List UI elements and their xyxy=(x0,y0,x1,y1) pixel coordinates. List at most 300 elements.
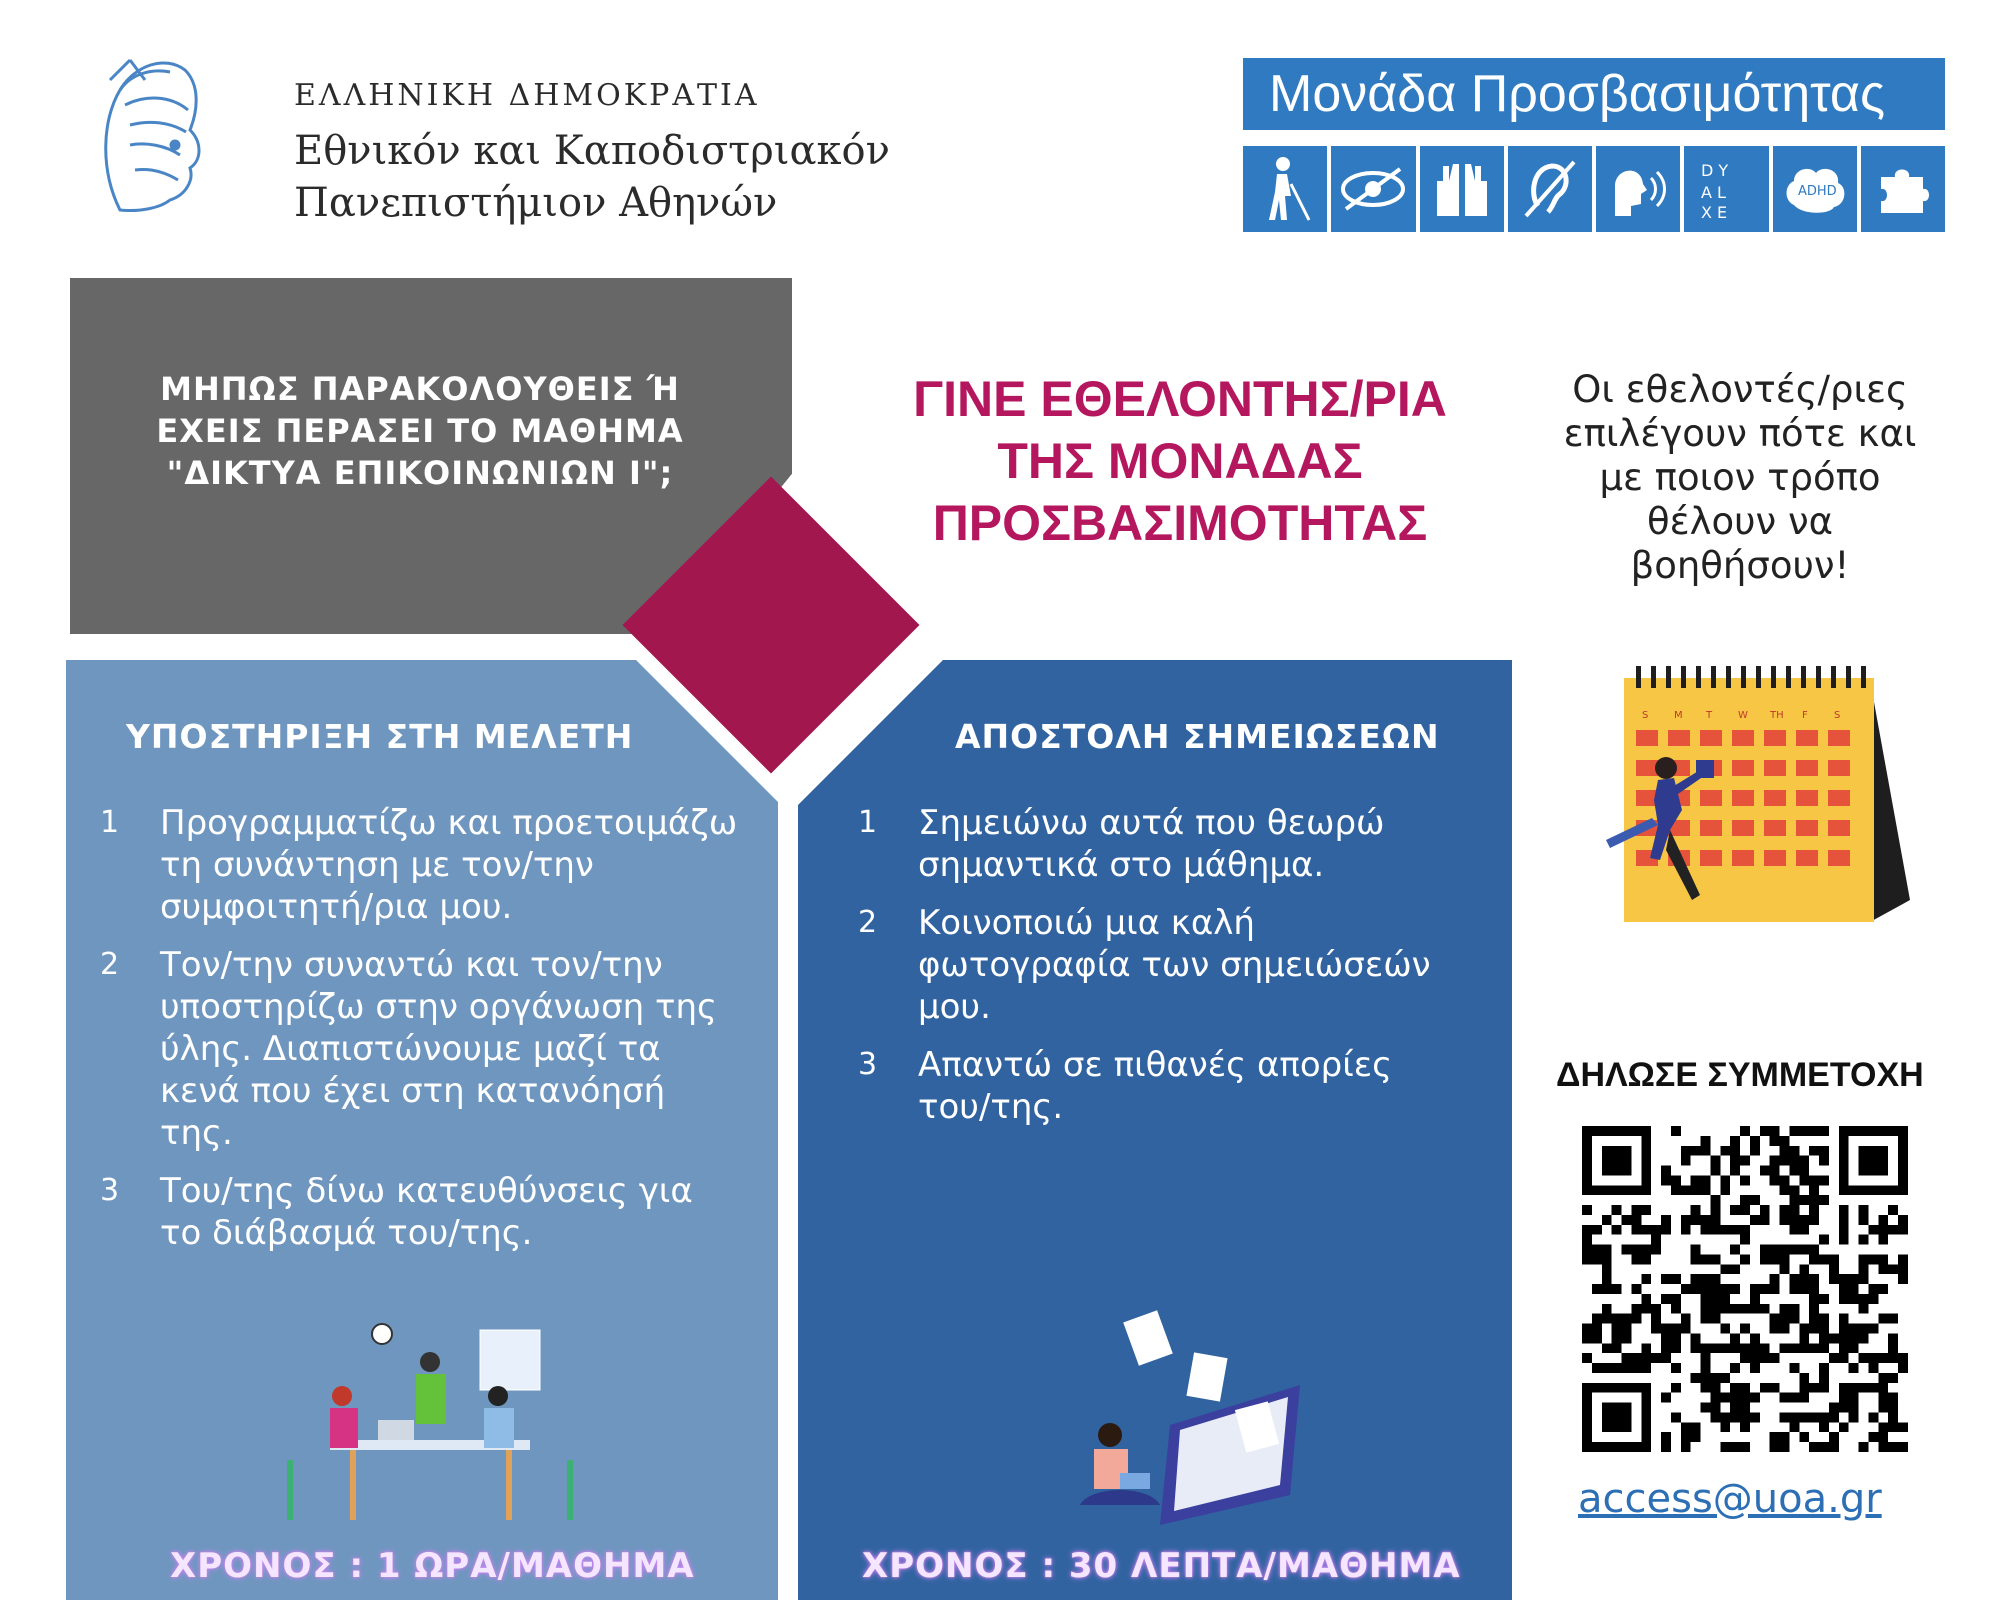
qr-module xyxy=(1780,1146,1790,1156)
puzzle-icon xyxy=(1861,146,1945,232)
qr-module xyxy=(1602,1343,1612,1353)
qr-module xyxy=(1750,1304,1760,1314)
qr-module xyxy=(1888,1205,1898,1215)
qr-module xyxy=(1780,1205,1790,1215)
qr-module xyxy=(1888,1393,1898,1403)
study-support-steps xyxy=(100,802,740,1270)
qr-module xyxy=(1829,1412,1839,1422)
qr-module xyxy=(1878,1422,1888,1432)
qr-module xyxy=(1829,1432,1839,1442)
calendar-cell xyxy=(1636,730,1658,746)
calendar-ring xyxy=(1861,666,1866,688)
qr-module xyxy=(1701,1284,1711,1294)
qr-module xyxy=(1710,1314,1720,1324)
qr-module xyxy=(1740,1383,1750,1393)
qr-module xyxy=(1661,1353,1671,1363)
qr-module xyxy=(1671,1126,1681,1136)
qr-module xyxy=(1878,1225,1888,1235)
notes-sending-title: ΑΠΟΣΤΟΛΗ ΣΗΜΕΙΩΣΕΩΝ xyxy=(955,717,1440,756)
qr-module xyxy=(1661,1225,1671,1235)
qr-module xyxy=(1898,1126,1908,1195)
qr-module xyxy=(1691,1274,1701,1284)
qr-module xyxy=(1878,1403,1888,1413)
qr-module xyxy=(1839,1215,1849,1225)
qr-module xyxy=(1799,1373,1809,1383)
qr-module xyxy=(1631,1363,1641,1373)
qr-module xyxy=(1582,1383,1651,1393)
qr-module xyxy=(1730,1363,1740,1373)
qr-module xyxy=(1849,1274,1859,1284)
qr-module xyxy=(1671,1294,1681,1304)
qr-module xyxy=(1631,1284,1641,1294)
qr-module xyxy=(1740,1195,1750,1205)
qr-module xyxy=(1730,1412,1740,1422)
qr-module xyxy=(1730,1264,1740,1274)
calendar-ring xyxy=(1786,666,1791,688)
qr-module xyxy=(1740,1343,1750,1353)
qr-module xyxy=(1829,1264,1839,1274)
qr-module xyxy=(1641,1304,1651,1314)
athena-emblem-logo xyxy=(90,50,210,220)
qr-module xyxy=(1760,1245,1770,1255)
calendar-day-label: W xyxy=(1738,710,1748,721)
qr-module xyxy=(1701,1373,1711,1383)
qr-module xyxy=(1661,1294,1671,1304)
qr-module xyxy=(1859,1324,1869,1334)
qr-module xyxy=(1740,1205,1750,1215)
qr-module xyxy=(1888,1373,1898,1383)
qr-module xyxy=(1849,1403,1859,1413)
qr-module xyxy=(1888,1422,1898,1432)
qr-module xyxy=(1780,1254,1790,1264)
calendar-cell xyxy=(1700,820,1722,836)
calendar-cell xyxy=(1828,760,1850,776)
qr-module xyxy=(1631,1225,1641,1235)
qr-module xyxy=(1868,1225,1878,1235)
qr-module xyxy=(1592,1245,1602,1255)
qr-module xyxy=(1789,1205,1799,1215)
qr-module xyxy=(1710,1225,1720,1235)
qr-module xyxy=(1641,1225,1651,1235)
qr-module xyxy=(1770,1274,1780,1284)
qr-module xyxy=(1799,1393,1809,1403)
qr-module xyxy=(1819,1126,1829,1136)
qr-module xyxy=(1849,1383,1859,1393)
qr-module xyxy=(1770,1156,1780,1166)
qr-module xyxy=(1799,1284,1809,1294)
university-name-line1: Εθνικόν και Καποδιστριακόν xyxy=(294,128,890,174)
qr-module xyxy=(1740,1393,1750,1403)
qr-module xyxy=(1868,1432,1878,1442)
adhd-brain-icon xyxy=(1773,146,1857,232)
step-number: 3 xyxy=(858,1047,878,1082)
qr-module xyxy=(1809,1205,1819,1215)
qr-module xyxy=(1799,1195,1809,1205)
dyslexia-icon xyxy=(1684,146,1768,232)
qr-module xyxy=(1839,1403,1849,1413)
qr-module xyxy=(1799,1225,1809,1235)
step-text: Του/της δίνω κατευθύνσεις για το διάβασμά του/της. xyxy=(160,1171,693,1253)
qr-module xyxy=(1878,1373,1888,1383)
calendar-cell xyxy=(1796,790,1818,806)
qr-module xyxy=(1839,1383,1849,1393)
qr-module xyxy=(1582,1185,1651,1195)
qr-module xyxy=(1730,1245,1740,1255)
qr-module xyxy=(1819,1343,1829,1353)
qr-module xyxy=(1760,1353,1770,1363)
qr-module xyxy=(1710,1383,1720,1393)
qr-module xyxy=(1622,1314,1632,1324)
qr-module xyxy=(1839,1284,1849,1294)
qr-module xyxy=(1839,1422,1849,1432)
qr-module xyxy=(1582,1225,1592,1235)
qr-module xyxy=(1868,1412,1878,1422)
qr-module xyxy=(1681,1146,1691,1156)
qr-module xyxy=(1730,1166,1740,1176)
qr-module xyxy=(1799,1343,1809,1353)
qr-module xyxy=(1720,1264,1730,1274)
qr-module xyxy=(1819,1383,1829,1393)
qr-module xyxy=(1819,1324,1829,1334)
qr-module xyxy=(1710,1274,1720,1284)
qr-module xyxy=(1770,1353,1780,1363)
qr-module xyxy=(1888,1403,1898,1413)
qr-module xyxy=(1868,1284,1878,1294)
qr-module xyxy=(1829,1274,1839,1284)
qr-module xyxy=(1878,1215,1888,1225)
sign-language-hands-icon xyxy=(1420,146,1504,232)
calendar-cell xyxy=(1764,760,1786,776)
qr-module xyxy=(1641,1353,1651,1363)
qr-module xyxy=(1868,1324,1878,1334)
qr-module xyxy=(1888,1343,1898,1353)
qr-module xyxy=(1681,1185,1691,1195)
qr-module xyxy=(1799,1215,1809,1225)
qr-module xyxy=(1691,1185,1701,1195)
qr-module xyxy=(1720,1304,1730,1314)
qr-module xyxy=(1799,1412,1809,1422)
qr-module xyxy=(1878,1314,1888,1324)
qr-module xyxy=(1780,1136,1790,1146)
calendar-cell xyxy=(1732,760,1754,776)
qr-module xyxy=(1671,1185,1681,1195)
qr-module xyxy=(1809,1126,1819,1136)
qr-module xyxy=(1849,1363,1859,1373)
qr-module xyxy=(1740,1353,1750,1363)
calendar-cell xyxy=(1796,850,1818,866)
qr-module xyxy=(1730,1136,1740,1146)
qr-module xyxy=(1622,1363,1632,1373)
qr-module xyxy=(1612,1324,1622,1334)
qr-module xyxy=(1898,1254,1908,1264)
qr-code[interactable] xyxy=(1582,1126,1908,1452)
qr-module xyxy=(1849,1324,1859,1334)
qr-module xyxy=(1691,1343,1701,1353)
qr-module xyxy=(1799,1156,1809,1166)
qr-module xyxy=(1789,1304,1799,1314)
calendar-ring xyxy=(1816,666,1821,688)
qr-module xyxy=(1582,1254,1592,1264)
qr-module xyxy=(1730,1393,1740,1403)
qr-module xyxy=(1888,1264,1898,1274)
qr-module xyxy=(1839,1235,1849,1245)
qr-module xyxy=(1641,1245,1651,1255)
calendar-cell xyxy=(1700,850,1722,866)
calendar-ring xyxy=(1681,666,1686,688)
svg-text:D Y: D Y xyxy=(1701,161,1729,180)
qr-module xyxy=(1612,1225,1622,1235)
qr-module xyxy=(1849,1294,1859,1304)
qr-module xyxy=(1622,1324,1632,1334)
qr-module xyxy=(1720,1442,1730,1452)
qr-module xyxy=(1888,1333,1898,1343)
qr-module xyxy=(1710,1304,1720,1314)
qr-module xyxy=(1602,1314,1612,1324)
qr-module xyxy=(1681,1156,1691,1166)
qr-module xyxy=(1780,1442,1790,1452)
qr-module xyxy=(1720,1146,1730,1156)
qr-module xyxy=(1878,1432,1888,1442)
qr-module xyxy=(1750,1294,1760,1304)
qr-module xyxy=(1671,1324,1681,1334)
qr-module xyxy=(1701,1254,1711,1264)
volunteer-headline xyxy=(880,368,1480,554)
accessibility-unit-title: Μονάδα Προσβασιμότητας xyxy=(1243,58,1945,130)
deaf-ear-icon xyxy=(1508,146,1592,232)
qr-module xyxy=(1701,1294,1711,1304)
qr-module xyxy=(1799,1264,1809,1274)
calendar-cell xyxy=(1732,730,1754,746)
qr-module xyxy=(1651,1314,1661,1324)
volunteer-side-note: Οι εθελοντές/ριες επιλέγουν πότε και με ποιον τρόπο θέλουν να βοηθήσουν! xyxy=(1563,368,1917,587)
qr-module xyxy=(1681,1442,1691,1452)
qr-module xyxy=(1720,1284,1730,1294)
qr-module xyxy=(1701,1353,1711,1363)
qr-module xyxy=(1750,1343,1760,1353)
qr-module xyxy=(1839,1294,1849,1304)
qr-module xyxy=(1701,1343,1711,1353)
calendar-cell xyxy=(1828,820,1850,836)
headline-line3: ΠΡΟΣΒΑΣΙΜΟΤΗΤΑΣ xyxy=(932,495,1428,551)
qr-module xyxy=(1859,1235,1869,1245)
qr-module xyxy=(1651,1235,1661,1245)
qr-module xyxy=(1582,1126,1592,1195)
qr-module xyxy=(1859,1205,1869,1215)
calendar-cell xyxy=(1732,790,1754,806)
qr-module xyxy=(1789,1422,1799,1432)
qr-module xyxy=(1819,1146,1829,1156)
qr-module xyxy=(1592,1225,1602,1235)
qr-module xyxy=(1671,1343,1681,1353)
calendar-cell xyxy=(1828,850,1850,866)
qr-module xyxy=(1809,1442,1819,1452)
qr-module xyxy=(1720,1324,1730,1334)
qr-module xyxy=(1710,1166,1720,1176)
qr-module xyxy=(1691,1333,1701,1343)
qr-module xyxy=(1651,1225,1661,1235)
qr-module xyxy=(1859,1215,1869,1225)
qr-module xyxy=(1681,1314,1691,1324)
qr-module xyxy=(1701,1175,1711,1185)
qr-module xyxy=(1661,1175,1671,1185)
qr-module xyxy=(1582,1353,1592,1363)
qr-module xyxy=(1780,1304,1790,1314)
qr-module xyxy=(1888,1442,1898,1452)
qr-module xyxy=(1740,1412,1750,1422)
qr-module xyxy=(1681,1215,1691,1225)
calendar-ring xyxy=(1756,666,1761,688)
qr-module xyxy=(1809,1314,1819,1324)
qr-module xyxy=(1730,1403,1740,1413)
qr-module xyxy=(1661,1393,1671,1403)
qr-module xyxy=(1789,1185,1799,1195)
svg-text:ADHD: ADHD xyxy=(1797,184,1837,199)
qr-module xyxy=(1661,1333,1671,1343)
calendar-ring xyxy=(1741,666,1746,688)
qr-module xyxy=(1710,1284,1720,1294)
qr-module xyxy=(1740,1254,1750,1264)
declare-participation-label: ΔΗΛΩΣΕ ΣΥΜΜΕΤΟΧΗ xyxy=(1556,1056,1924,1094)
qr-module xyxy=(1671,1333,1681,1343)
qr-module xyxy=(1701,1314,1711,1324)
qr-module xyxy=(1868,1353,1878,1363)
qr-module xyxy=(1582,1442,1651,1452)
qr-module xyxy=(1878,1383,1888,1393)
qr-module xyxy=(1780,1393,1790,1403)
qr-module xyxy=(1809,1195,1819,1205)
qr-module xyxy=(1631,1254,1641,1264)
qr-module xyxy=(1602,1304,1612,1314)
svg-text:X E: X E xyxy=(1701,203,1728,222)
qr-module xyxy=(1809,1324,1819,1334)
contact-email-link[interactable]: access@uoa.gr xyxy=(1578,1476,1882,1522)
qr-module xyxy=(1868,1363,1878,1373)
qr-module xyxy=(1849,1333,1859,1343)
qr-module xyxy=(1789,1215,1799,1225)
qr-module xyxy=(1780,1245,1790,1255)
calendar-day-label: F xyxy=(1802,710,1808,721)
calendar-ring xyxy=(1801,666,1806,688)
qr-module xyxy=(1809,1383,1819,1393)
qr-module xyxy=(1878,1393,1888,1403)
qr-module xyxy=(1592,1314,1602,1324)
qr-module xyxy=(1582,1126,1651,1136)
qr-module xyxy=(1691,1432,1701,1442)
qr-module xyxy=(1839,1274,1849,1284)
qr-module xyxy=(1760,1205,1770,1215)
qr-module xyxy=(1701,1274,1711,1284)
qr-module xyxy=(1859,1442,1869,1452)
qr-module xyxy=(1819,1363,1829,1373)
qr-module xyxy=(1789,1166,1799,1176)
qr-module xyxy=(1750,1412,1760,1422)
qr-module xyxy=(1839,1324,1849,1334)
qr-module xyxy=(1770,1284,1780,1294)
calendar-ring xyxy=(1726,666,1731,688)
qr-module xyxy=(1691,1146,1701,1156)
qr-module xyxy=(1770,1324,1780,1334)
qr-module xyxy=(1799,1245,1809,1255)
qr-module xyxy=(1720,1422,1730,1432)
qr-module xyxy=(1829,1333,1839,1343)
calendar-cell xyxy=(1732,850,1754,866)
qr-module xyxy=(1750,1363,1760,1373)
qr-module xyxy=(1780,1343,1790,1353)
qr-module xyxy=(1888,1353,1898,1363)
qr-module xyxy=(1701,1383,1711,1393)
qr-module xyxy=(1612,1333,1622,1343)
qr-module xyxy=(1750,1136,1760,1146)
qr-module xyxy=(1898,1363,1908,1373)
qr-module xyxy=(1868,1294,1878,1304)
qr-module xyxy=(1898,1442,1908,1452)
qr-module xyxy=(1839,1185,1908,1195)
qr-module xyxy=(1839,1126,1849,1195)
qr-module xyxy=(1582,1235,1592,1245)
qr-module xyxy=(1740,1304,1750,1314)
calendar-cell xyxy=(1796,730,1818,746)
qr-module xyxy=(1671,1304,1681,1314)
qr-module xyxy=(1888,1225,1898,1235)
speech-icon xyxy=(1596,146,1680,232)
qr-module xyxy=(1780,1432,1790,1442)
accessibility-icons-strip xyxy=(1243,146,1945,232)
qr-module xyxy=(1740,1175,1750,1185)
qr-module xyxy=(1770,1432,1780,1442)
qr-module xyxy=(1730,1156,1740,1166)
qr-module xyxy=(1839,1353,1849,1363)
qr-module xyxy=(1839,1343,1849,1353)
qr-module xyxy=(1898,1274,1908,1284)
qr-module xyxy=(1740,1225,1750,1235)
qr-module xyxy=(1582,1383,1592,1452)
qr-module xyxy=(1859,1146,1889,1176)
qr-module xyxy=(1710,1215,1720,1225)
qr-module xyxy=(1740,1126,1750,1136)
qr-module xyxy=(1701,1215,1711,1225)
qr-module xyxy=(1859,1254,1869,1264)
qr-module xyxy=(1622,1215,1632,1225)
qr-module xyxy=(1770,1175,1780,1185)
qr-module xyxy=(1730,1383,1740,1393)
qr-module xyxy=(1770,1136,1780,1146)
study-support-title: ΥΠΟΣΤΗΡΙΞΗ ΣΤΗ ΜΕΛΕΤΗ xyxy=(126,717,634,756)
qr-module xyxy=(1809,1343,1819,1353)
qr-module xyxy=(1622,1333,1632,1343)
qr-module xyxy=(1641,1383,1651,1452)
qr-module xyxy=(1701,1225,1711,1235)
qr-module xyxy=(1710,1373,1720,1383)
qr-module xyxy=(1681,1225,1691,1235)
step-number: 3 xyxy=(100,1173,120,1208)
qr-module xyxy=(1799,1175,1809,1185)
qr-module xyxy=(1730,1304,1740,1314)
qr-module xyxy=(1799,1274,1809,1284)
qr-module xyxy=(1829,1442,1839,1452)
calendar-day-label: S xyxy=(1642,710,1649,721)
qr-module xyxy=(1582,1245,1592,1255)
step-text: Κοινοποιώ μια καλή φωτογραφία των σημειώσεών μου. xyxy=(918,903,1431,1027)
qr-module xyxy=(1859,1353,1869,1363)
republic-label: ΕΛΛΗΝΙΚΗ ΔΗΜΟΚΡΑΤΙΑ xyxy=(294,78,760,113)
svg-text:A L: A L xyxy=(1701,183,1727,202)
qr-module xyxy=(1730,1333,1740,1343)
qr-module xyxy=(1789,1363,1799,1373)
qr-module xyxy=(1799,1432,1809,1442)
qr-module xyxy=(1789,1245,1799,1255)
calendar-ring xyxy=(1711,666,1716,688)
qr-module xyxy=(1839,1126,1908,1136)
